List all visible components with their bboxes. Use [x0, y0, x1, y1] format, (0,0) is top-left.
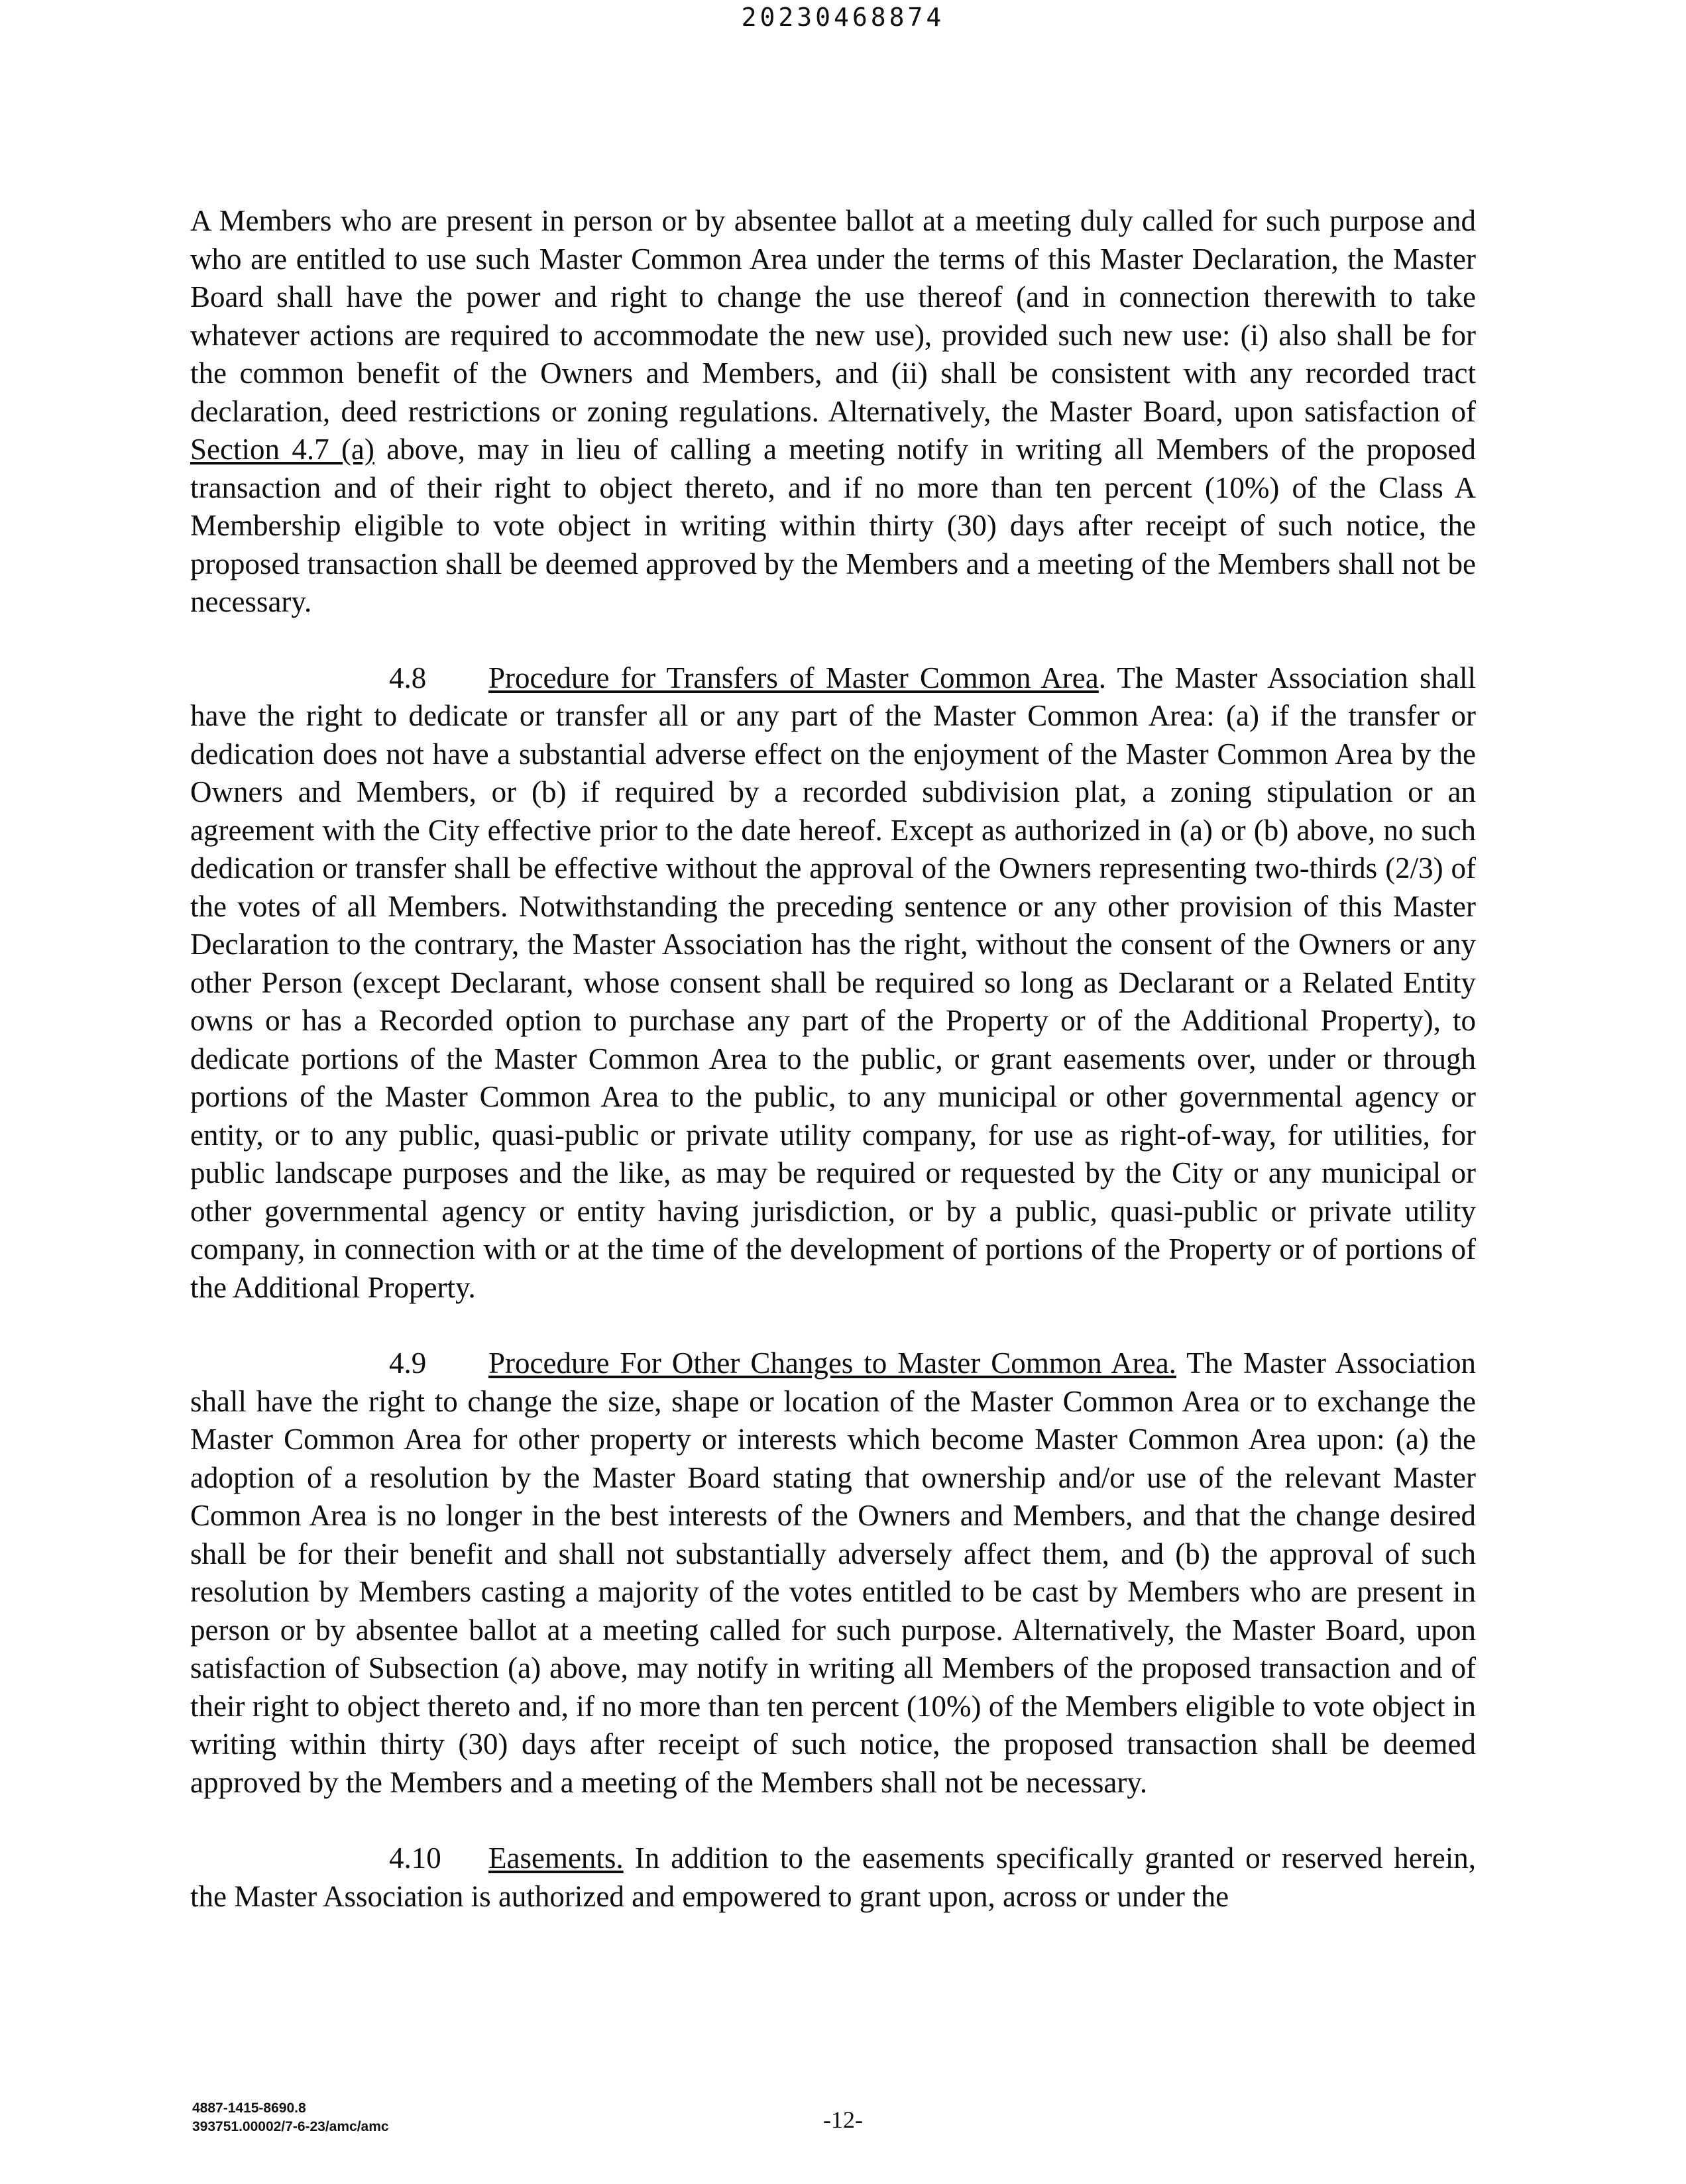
paragraph-continuation	[190, 202, 1476, 622]
footer-doc-id: 4887-1415-8690.8	[192, 2101, 306, 2116]
paragraph-text: A Members who are present in person or by absentee ballot at a meeting duly called for such purpose and who are entitled to use such Master Common Area under the terms of this Master Declaration, the Master Board shall have the power and right to change the use thereof (and in connection therewith to take whatever actions are required to accommodate the new use), provided such new use: (i) also shall be for the common benefit of the Owners and Members, and (ii) shall be consistent with any recorded tract declaration, deed restrictions or zoning regulations. Alternatively, the Master Board, upon satisfaction of	[190, 204, 1476, 428]
section-4-8	[190, 659, 1476, 1307]
section-text: . The Master Association shall have the right to dedicate or transfer all or any part of the Master Common Area: (a) if the transfer or dedication does not have a substantial adverse effect on the enjoyment of the Master Common Area by the Owners and Members, or (b) if required by a recorded subdivision plat, a zoning stipulation or an agreement with the City effective prior to the date hereof. Except as authorized in (a) or (b) above, no such dedication or transfer shall be effective without the approval of the Owners representing two-thirds (2/3) of the votes of all Members. Notwithstanding the preceding sentence or any other provision of this Master Declaration to the contrary, the Master Association has the right, without the consent of the Owners or any other Person (except Declarant, whose consent shall be required so long as Declarant or a Related Entity owns or has a Recorded option to purchase any part of the Property or of the Additional Property), to dedicate portions of the Master Common Area to the public, or grant easements over, under or through portions of the Master Common Area to the public, to any municipal or other governmental agency or entity, or to any public, quasi-public or private utility company, for use as right-of-way, for utilities, for public landscape purposes and the like, as may be required or requested by the City or any municipal or other governmental agency or entity having jurisdiction, or by a public, quasi-public or private utility company, in connection with or at the time of the development of portions of the Property or of portions of the Additional Property.	[190, 661, 1476, 1304]
recording-number: 20230468874	[741, 3, 945, 32]
document-body	[190, 202, 1476, 1916]
footer-matter-id: 393751.00002/7-6-23/amc/amc	[192, 2119, 389, 2134]
section-heading: Procedure For Other Changes to Master Common Area.	[488, 1346, 1176, 1380]
section-reference-link: Section 4.7 (a)	[190, 433, 374, 466]
section-heading: Easements.	[488, 1841, 624, 1875]
section-text: In addition to the easements specifically granted or reserved herein, the Master Association is authorized and empowered to grant upon, across or under the	[190, 1841, 1476, 1913]
section-text: The Master Association shall have the right to change the size, shape or location of the Master Common Area or to exchange the Master Common Area for other property or interests which become Master Common Area upon: (a) the adoption of a resolution by the Master Board stating that ownership and/or use of the relevant Master Common Area is no longer in the best interests of the Owners and Members, and that the change desired shall be for their benefit and shall not substantially adversely affect them, and (b) the approval of such resolution by Members casting a majority of the votes entitled to be cast by Members who are present in person or by absentee ballot at a meeting called for such purpose. Alternatively, the Master Board, upon satisfaction of Subsection (a) above, may notify in writing all Members of the proposed transaction and of their right to object thereto and, if no more than ten percent (10%) of the Members eligible to vote object in writing within thirty (30) days after receipt of such notice, the proposed transaction shall be deemed approved by the Members and a meeting of the Members shall not be necessary.	[190, 1346, 1476, 1799]
section-4-10	[190, 1839, 1476, 1916]
section-4-9	[190, 1344, 1476, 1802]
section-number: 4.9	[389, 1346, 427, 1380]
section-number: 4.8	[389, 661, 427, 694]
section-heading: Procedure for Transfers of Master Common Area	[488, 661, 1099, 694]
paragraph-text: above, may in lieu of calling a meeting notify in writing all Members of the proposed transaction and of their right to object thereto, and if no more than ten percent (10%) of the Class A Membership eligible to vote object in writing within thirty (30) days after receipt of such notice, the proposed transaction shall be deemed approved by the Members and a meeting of the Members shall not be necessary.	[190, 433, 1476, 618]
page-number: -12-	[823, 2106, 863, 2133]
section-number: 4.10	[389, 1841, 441, 1875]
